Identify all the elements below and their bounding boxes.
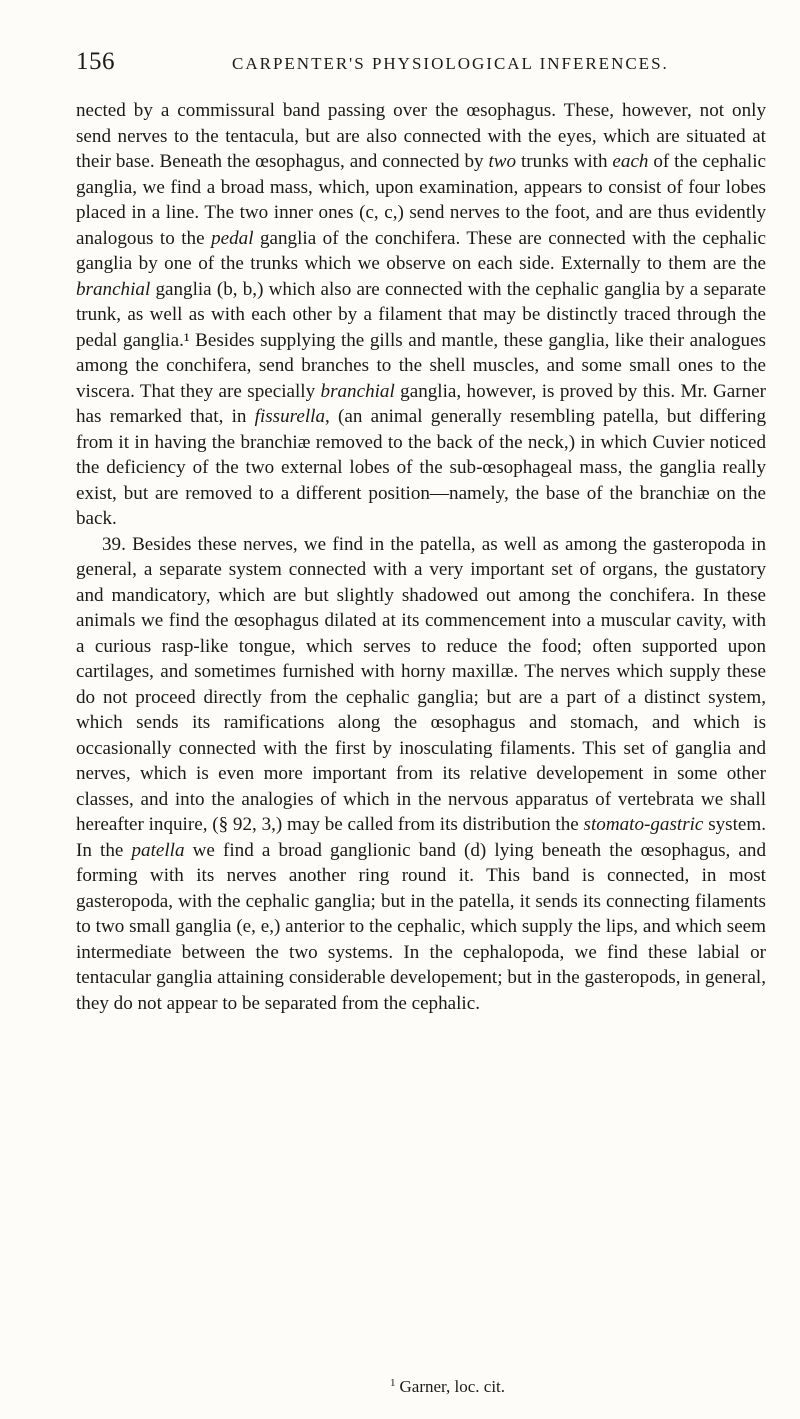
body-text: [76, 98, 766, 1016]
italic-term: stomato-gastric: [583, 814, 704, 835]
italic-term: branchial: [320, 380, 395, 402]
page-number: 156: [76, 48, 115, 75]
paragraph-continued: [76, 98, 766, 532]
text-run: system. In the: [76, 814, 767, 861]
footnote: [390, 1377, 505, 1397]
text-run: 39. Besides these nerves, we find in the patella, as well as among the gasteropoda in general, a separate system connected with a very important set of organs, the gustatory and mandicatory, which are but slightly shadowed out among the conchifera. In these animals we find the œsophagus dilated at its commencement into a muscular cavity, with a curious rasp-like tongue, which serves to reduce the food; often supported upon cartilages, and sometimes furnished with horny maxillæ. The nerves which supply these do not proceed directly from the cephalic ganglia; but are a part of a distinct system, which sends its ramifications along the œsophagus and stomach, and which is occasionally connected with the first by inosculating filaments. This set of ganglia and nerves, which is even more important from its relative developement in some other classes, and into the analogies of which in the nervous apparatus of vertebrata we shall hereafter inquire, (§ 92, 3,) may be called from its distribution the: [76, 533, 766, 835]
text-run: ganglia, however, is proved by this. Mr. Garner has remarked that, in: [76, 380, 766, 427]
text-run: of the cephalic ganglia, we find a broad mass, which, upon examination, appears to consist of four lobes placed in a line. The two inner ones (c, c,) send nerves to the foot, and are thus evidently analogous to the: [76, 151, 766, 249]
text-run: nected by a commissural band passing over the œsophagus. These, however, not only send nerves to the tentacula, but are also connected with the eyes, which are situated at their base. Beneath the œsophagus, and connected by: [76, 100, 766, 172]
text-run: , (an animal generally resembling patella, but differing from it in having the branchiæ removed to the back of the neck,) in which Cuvier noticed the deficiency of the two external lobes of the sub-œsophageal mass, the ganglia really exist, but are removed to a different position—namely, the base of the branchiæ on the back.: [76, 406, 766, 529]
italic-term: branchial: [76, 278, 151, 300]
text-run: ganglia of the conchifera. These are connected with the cephalic ganglia by one of the trunks which we observe on each side. Externally to them are the: [76, 227, 766, 274]
italic-term: fissurella: [254, 406, 326, 427]
italic-term: pedal: [211, 227, 254, 249]
footnote-marker: 1: [390, 1377, 396, 1389]
paragraph-39: [76, 532, 766, 1017]
italic-term: two: [488, 151, 517, 172]
italic-term: patella: [131, 839, 185, 861]
text-run: we find a broad ganglionic band (d) lying beneath the œsophagus, and forming with its nerves another ring round it. This band is connected, in most gasteropoda, with the cephalic ganglia; but in the patella, it sends its connecting filaments to two small ganglia (e, e,) anterior to the cephalic, which supply the lips, and which seem intermediate between the two systems. In the cephalopoda, we find these labial or tentacular ganglia attaining considerable developement; but in the gasteropods, in general, they do not appear to be separated from the cephalic.: [76, 839, 766, 1014]
text-run: trunks with: [516, 151, 613, 172]
running-head: CARPENTER'S PHYSIOLOGICAL INFERENCES.: [232, 54, 669, 73]
italic-term: each: [612, 151, 649, 172]
footnote-text: Garner, loc. cit.: [399, 1377, 506, 1396]
page-header: [76, 48, 766, 84]
text-run: ganglia (b, b,) which also are connected with the cephalic ganglia by a separate trunk, as well as with each other by a filament that may be distinctly traced through the pedal ganglia.¹ Besides supplying the gills and mantle, these ganglia, like their analogues among the conchifera, send branches to the shell muscles, and some small ones to the viscera. That they are specially: [76, 278, 766, 402]
